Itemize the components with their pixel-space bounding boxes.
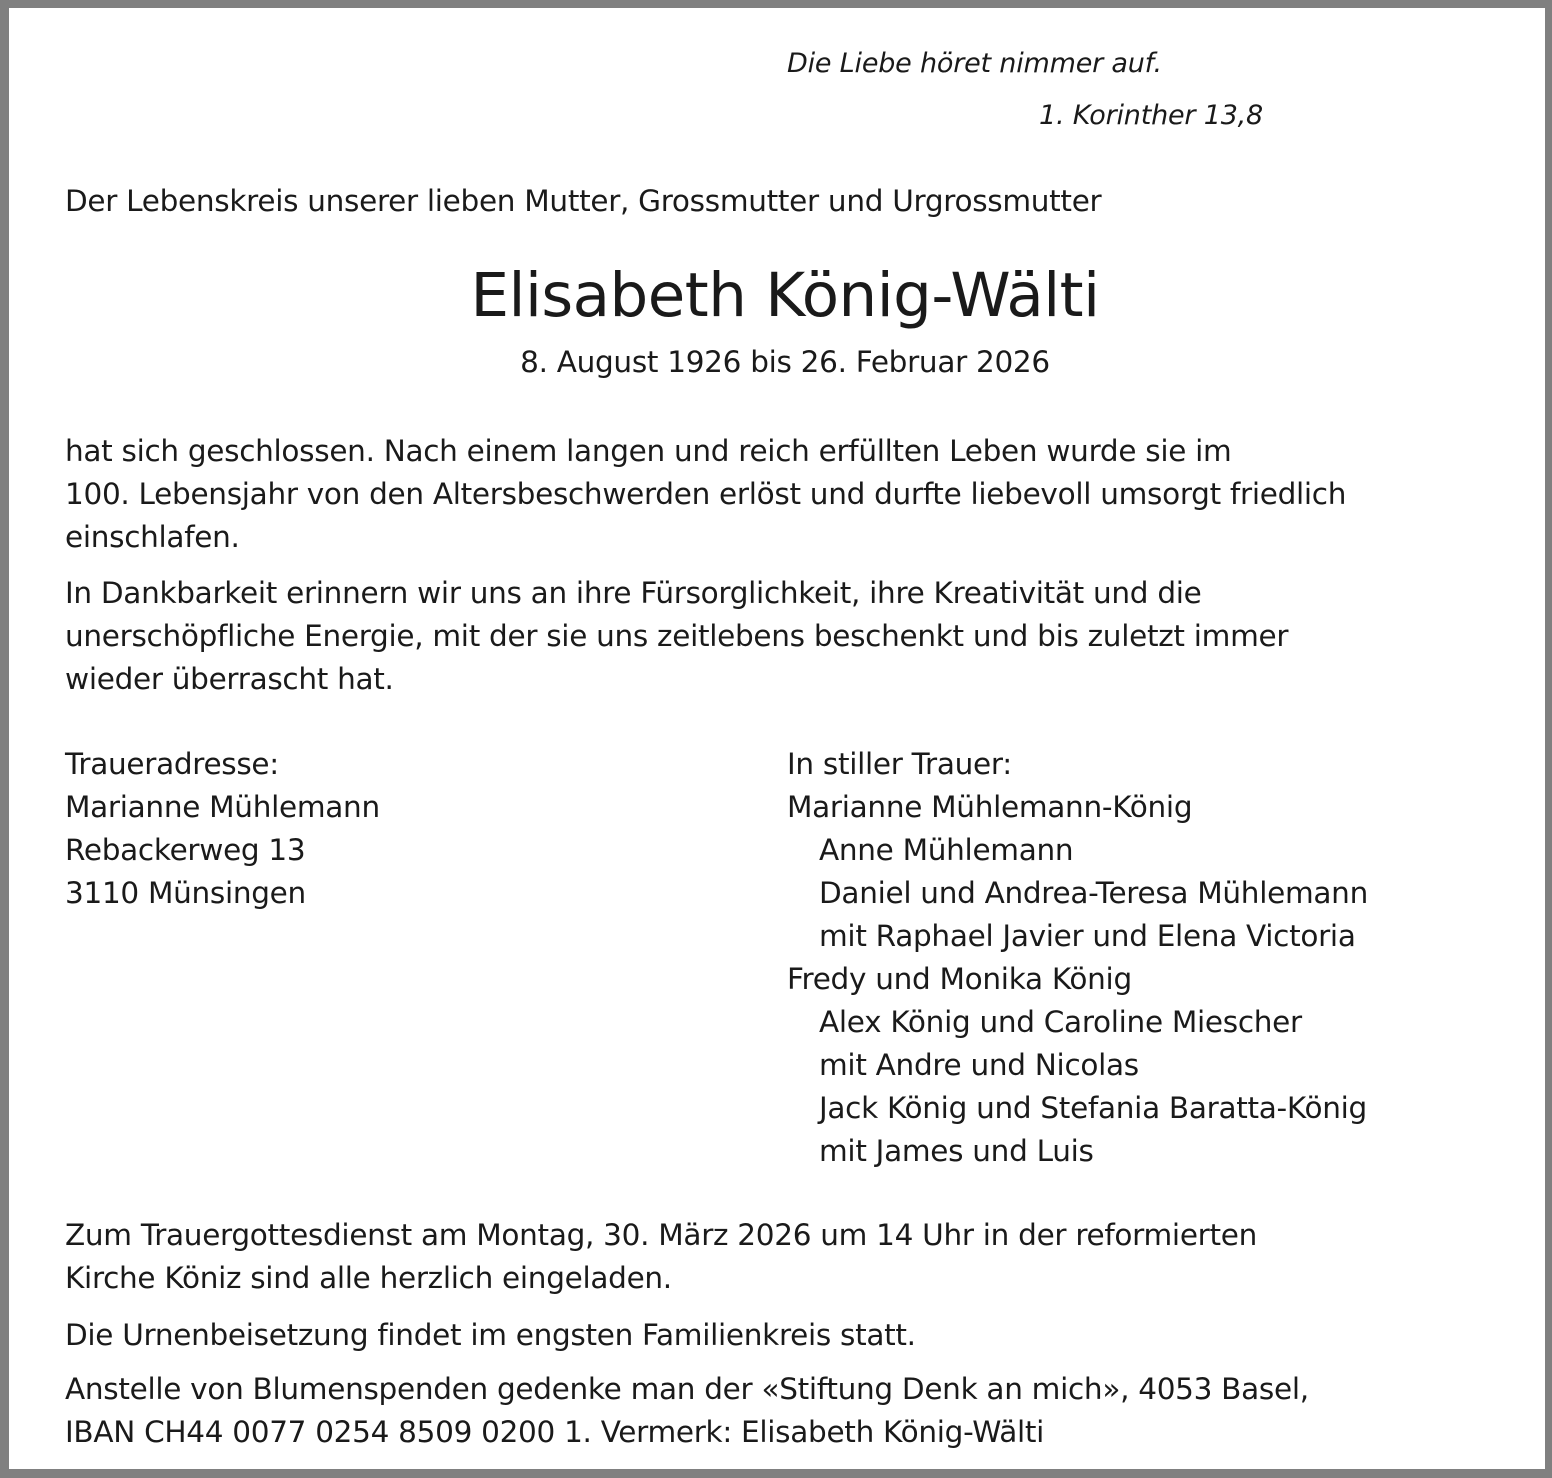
service-line: Zum Trauergottesdienst am Montag, 30. März 2026 um 14 Uhr in der reformierten [65, 1218, 1258, 1252]
donation-line: IBAN CH44 0077 0254 8509 0200 1. Vermerk: Elisabeth König-Wälti [65, 1415, 1045, 1449]
paragraph-line: wieder überrascht hat. [65, 662, 394, 696]
paragraph-line: In Dankbarkeit erinnern wir uns an ihre Fürsorglichkeit, ihre Kreativität und die [65, 576, 1202, 610]
mourner-line: Daniel und Andrea-Teresa Mühlemann [819, 876, 1368, 910]
quote-text: Die Liebe höret nimmer auf. [787, 48, 1162, 79]
mourner-line: mit Andre und Nicolas [819, 1048, 1139, 1082]
mourners-heading: In stiller Trauer: [787, 747, 1012, 781]
paragraph-closing [65, 430, 1485, 559]
mourner-line: Marianne Mühlemann-König [787, 790, 1193, 824]
paragraph-line: einschlafen. [65, 520, 240, 554]
mourner-line: Jack König und Stefania Baratta-König [819, 1091, 1367, 1125]
donation-line: Anstelle von Blumenspenden gedenke man der «Stiftung Denk an mich», 4053 Basel, [65, 1372, 1309, 1406]
paragraph-gratitude [65, 572, 1485, 701]
mourning-address [65, 743, 380, 915]
address-line: 3110 Münsingen [65, 876, 306, 910]
address-heading: Traueradresse: [65, 747, 279, 781]
quote-reference: 1. Korinther 13,8 [1039, 100, 1264, 131]
paragraph-line: hat sich geschlossen. Nach einem langen und reich erfüllten Leben wurde sie im [65, 434, 1232, 468]
service-invitation [65, 1214, 1485, 1300]
mourner-line: Fredy und Monika König [787, 962, 1132, 996]
deceased-name: Elisabeth König-Wälti [470, 260, 1100, 331]
burial-note: Die Urnenbeisetzung findet im engsten Familienkreis statt. [65, 1318, 916, 1352]
donation-note [65, 1368, 1485, 1454]
paragraph-line: 100. Lebensjahr von den Altersbeschwerden erlöst und durfte liebevoll umsorgt friedlich [65, 477, 1347, 511]
mourner-line: mit Raphael Javier und Elena Victoria [819, 919, 1356, 953]
address-line: Rebackerweg 13 [65, 833, 306, 867]
mourner-line: Anne Mühlemann [819, 833, 1074, 867]
mourner-line: mit James und Luis [819, 1134, 1094, 1168]
mourners-list [787, 743, 1368, 1173]
intro-line: Der Lebenskreis unserer lieben Mutter, Grossmutter und Urgrossmutter [65, 184, 1102, 218]
address-line: Marianne Mühlemann [65, 790, 380, 824]
mourner-line: Alex König und Caroline Miescher [819, 1005, 1302, 1039]
deceased-dates: 8. August 1926 bis 26. Februar 2026 [520, 345, 1050, 379]
service-line: Kirche Köniz sind alle herzlich eingeladen. [65, 1261, 672, 1295]
paragraph-line: unerschöpfliche Energie, mit der sie uns zeitlebens beschenkt und bis zuletzt immer [65, 619, 1289, 653]
